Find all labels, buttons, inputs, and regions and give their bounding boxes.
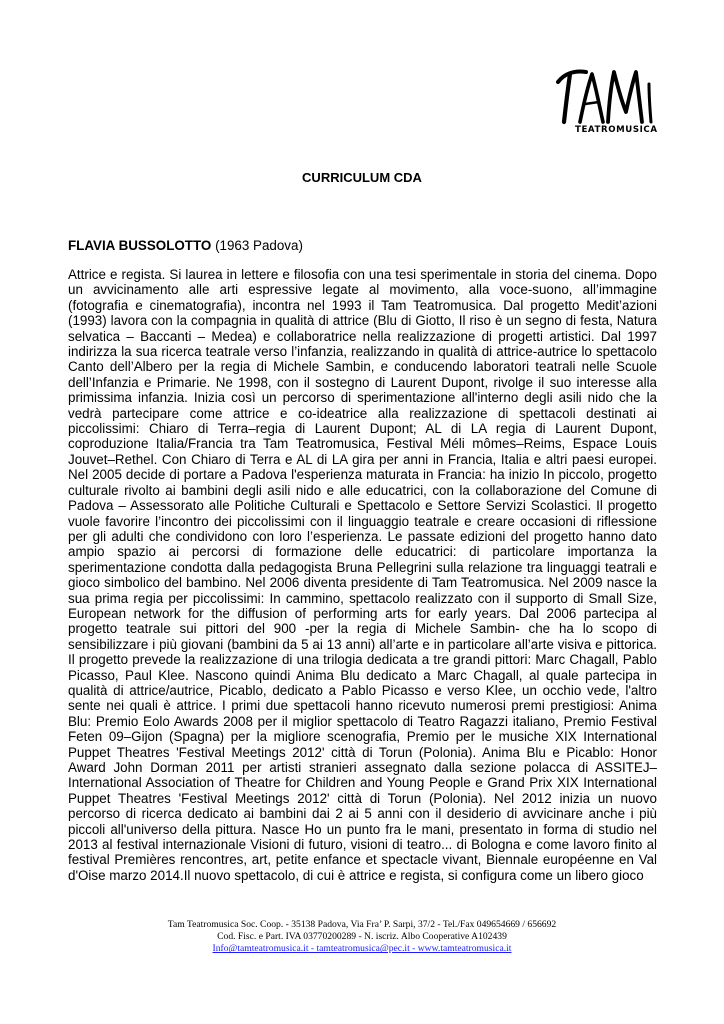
- bio-line: gioco simbolico del bambino. Nel 2006 diventa presidente di Tam Teatromusica. Nel 2009 nasce la: [68, 575, 657, 591]
- page-footer: [0, 919, 724, 956]
- footer-address: Tam Teatromusica Soc. Coop. - 35138 Padova, Via Fra’ P. Sarpi, 37/2 - Tel./Fax 049654669 / 656692: [167, 919, 557, 930]
- bio-line: Puppet Theatres 'Festival Meetings 2012' città di Torun (Polonia). Anima Blu e Picablo: Honor: [68, 744, 657, 760]
- bio-line: Jouvet–Rethel. Con Chiaro di Terra e AL di LA gira per anni in Francia, Italia e altri paesi europei.: [68, 451, 657, 467]
- bio-line: (fotografia e cinematografia), incontra nel 1993 il Tam Teatromusica. Dal progetto Medit’azioni: [68, 297, 657, 313]
- bio-line: Nel 2005 decide di portare a Padova l'esperienza maturata in Francia: ha inizio In piccolo, progetto: [68, 467, 657, 483]
- footer-registration: Cod. Fisc. e Part. IVA 03770200289 - N. iscriz. Albo Cooperative A102439: [217, 931, 507, 943]
- bio-line: Picasso, Paul Klee. Nascono quindi Anima Blu dedicato a Marc Chagall, al quale partecipa in: [68, 667, 657, 683]
- bio-line: vedrà partecipare come attrice e co-ideatrice alla realizzazione di spettacoli destinati ai: [68, 405, 657, 421]
- bio-line: Padova – Assessorato alle Politiche Culturali e Spettacolo e Settore Servizi Scolastici. Il progetto: [68, 498, 657, 514]
- bio-line: sua prima regia per piccolissimi: In cammino, spettacolo realizzato con il supporto di Small Size,: [68, 590, 657, 606]
- bio-line: percorso di ricerca dedicato ai bambini dai 2 ai 5 anni con il desiderio di avvicinare anche i più: [68, 806, 657, 822]
- bio-line: (1993) lavora con la compagnia in qualità di attrice (Blu di Giotto, Il riso è un segno di festa, Natura: [68, 313, 657, 329]
- tam-logo: [556, 66, 656, 140]
- bio-line: piccoli all'universo della pittura. Nasce Ho un punto fra le mani, presentato in forma di studio nel: [68, 821, 657, 837]
- bio-line: sperimentazione condotta dalla pedagogista Bruna Pellegrini sulla relazione tra linguaggi teatrali e: [68, 559, 657, 575]
- bio-line: Canto dell’Albero per la regia di Michele Sambin, e conducendo laboratori teatrali nelle Scuole: [68, 359, 657, 375]
- bio-line: selvatica – Baccanti – Medea) e collaboratrice nella realizzazione di progetti artistici. Dal 1997: [68, 328, 657, 344]
- bio-line: per gli adulti che condividono con loro l’esperienza. Le passate edizioni del progetto hanno dato: [68, 528, 657, 544]
- bio-line: culturale rivolto ai bambini degli asili nido e alle educatrici, con la collaborazione del Comune di: [68, 482, 657, 498]
- bio-line: vuole favorire l’incontro dei piccolissimi con il linguaggio teatrale e creare occasioni di riflessione: [68, 513, 657, 529]
- person-name: FLAVIA BUSSOLOTTO: [68, 238, 212, 253]
- bio-line: ampio spazio ai percorsi di formazione delle educatrici: di particolare importanza la: [68, 544, 657, 560]
- person-birth: (1963 Padova): [215, 238, 303, 253]
- person-heading: [68, 238, 303, 253]
- page-title: CURRICULUM CDA: [302, 170, 422, 185]
- bio-line: festival Premières rencontres, art, petite enfance et spectacle vivant, Biennale européenne en Val: [68, 852, 657, 868]
- bio-line: International Association of Theatre for Children and Young People e Grand Prix XIX International: [68, 775, 657, 791]
- bio-line: Award John Dorman 2011 per artisti stranieri assegnato dalla sezione polacca di ASSITEJ–: [68, 760, 657, 775]
- bio-line: 2013 al festival internazionale Visioni di futuro, visioni di teatro... di Bologna e come lavoro finito al: [68, 837, 657, 853]
- bio-line: coproduzione Italia/Francia tra Tam Teatromusica, Festival Méli mômes–Reims, Espace Louis: [68, 436, 657, 452]
- bio-line: European network for the diffusion of performing arts for early years. Dal 2006 partecipa al: [68, 605, 657, 621]
- bio-line: Feten 09–Gijon (Spagna) per la migliore scenografia, Premio per le musiche XIX International: [68, 729, 657, 745]
- bio-line: primissima infanzia. Inizia così un percorso di sperimentazione all'interno degli asili nido che la: [68, 390, 657, 406]
- bio-line: d'Oise marzo 2014.Il nuovo spettacolo, di cui è attrice e regista, si configura come un libero gioco: [68, 867, 644, 883]
- bio-line: dell’Infanzia e Primarie. Ne 1998, con il sostegno di Laurent Dupont, rivolge il suo interesse alla: [68, 374, 657, 390]
- logo-subtitle: TEATROMUSICA: [575, 125, 658, 135]
- bio-line: sente nei quali è attrice. I primi due spettacoli hanno ricevuto numerosi premi prestigiosi: Anima: [68, 698, 657, 714]
- bio-line: un avvicinamento alle arti espressive legate al movimento, alla voce-suono, all’immagine: [68, 282, 657, 298]
- bio-line: qualità di attrice/autrice, Picablo, dedicato a Pablo Picasso e verso Klee, un occhio vede, l'altro: [68, 682, 657, 698]
- biography-text: [68, 267, 657, 883]
- bio-line: piccolissimi: Chiaro di Terra–regia di Laurent Dupont; AL di LA regia di Laurent Dupont,: [68, 421, 657, 437]
- bio-line: progetto teatrale sui pittori del 900 -per la regia di Michele Sambin- che ha lo scopo di: [68, 621, 657, 637]
- bio-line: sensibilizzare i più giovani (bambini da 5 ai 13 anni) all’arte e in particolare all’arte visiva e pittorica.: [68, 636, 657, 652]
- bio-line: Il progetto prevede la realizzazione di una trilogia dedicata a tre grandi pittori: Marc Chagall, Pablo: [68, 652, 657, 668]
- bio-line: Blu: Premio Eolo Awards 2008 per il miglior spettacolo di Teatro Ragazzi italiano, Premio Festival: [68, 713, 657, 729]
- tam-logo-mark: [556, 66, 656, 128]
- bio-line: Puppet Theatres 'Festival Meetings 2012' città di Torun (Polonia). Nel 2012 inizia un nuovo: [68, 790, 657, 806]
- bio-line: Attrice e regista. Si laurea in lettere e filosofia con una tesi sperimentale in storia del cinema. Dopo: [68, 267, 657, 282]
- bio-line: indirizza la sua ricerca teatrale verso l’infanzia, realizzando in qualità di attrice-autrice lo spettacolo: [68, 344, 657, 360]
- footer-contact-links[interactable]: Info@tamteatromusica.it - tamteatromusica@pec.it - www.tamteatromusica.it: [212, 943, 512, 955]
